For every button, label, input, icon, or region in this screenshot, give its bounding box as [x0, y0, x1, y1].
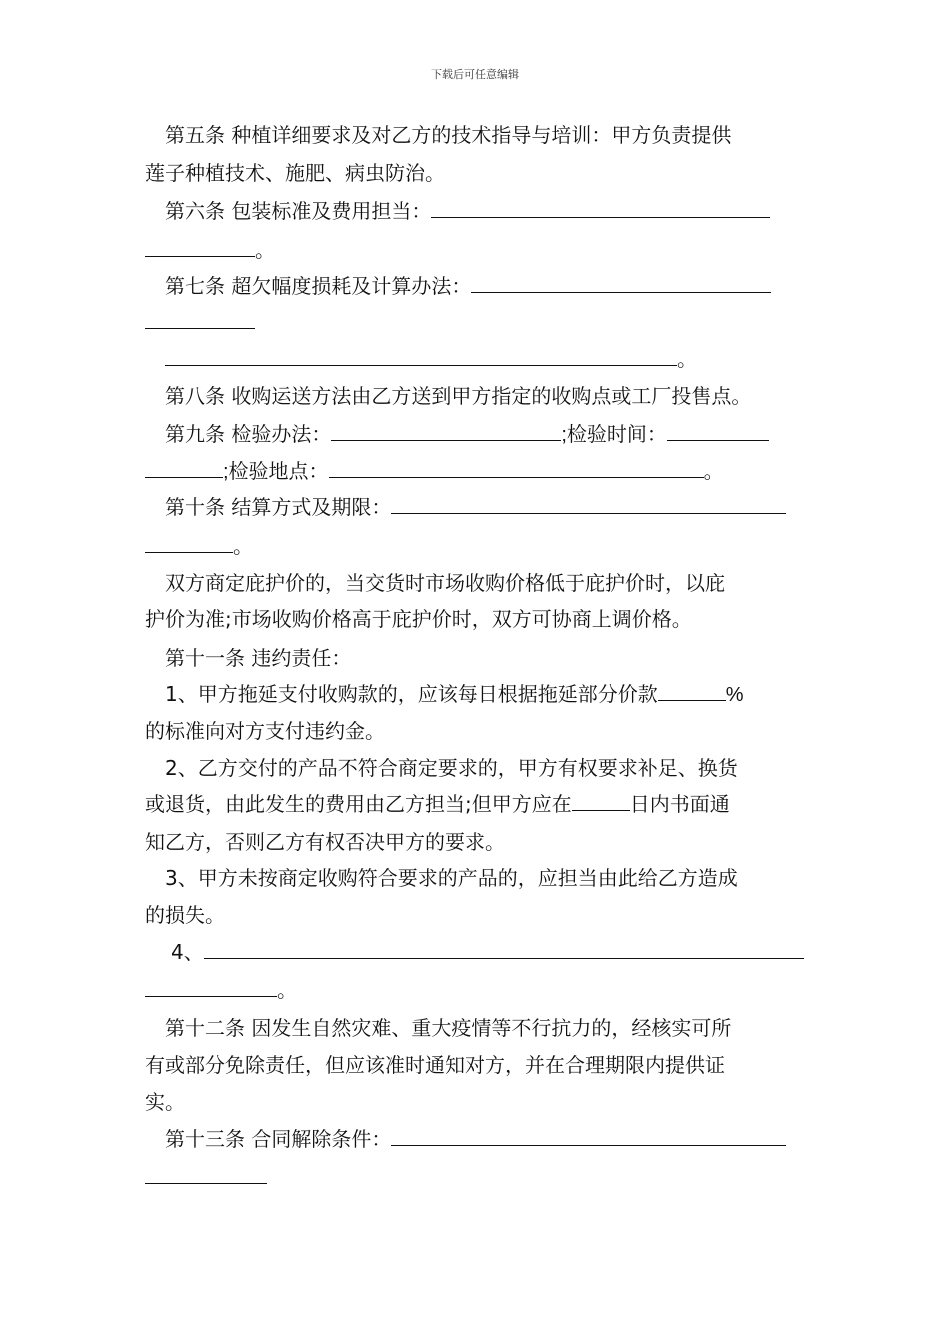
item-3-line-1: 3、甲方未按商定收购符合要求的产品的，应担当由此给乙方造成 [165, 866, 738, 890]
item-2-line-2: 或退货，由此发生的费用由乙方担当;但甲方应在 日内书面通 [145, 786, 810, 822]
article-7-line-2 [145, 304, 810, 340]
article-9-line-1: 第九条 检验办法： ;检验时间： [145, 416, 810, 452]
paragraph-price-line-1: 双方商定庇护价的，当交货时市场收购价格低于庇护价时，以庇 [165, 571, 725, 595]
article-13-line-2 [145, 1159, 810, 1195]
article-11-title: 第十一条 违约责任： [165, 646, 352, 670]
article-12-line-2: 有或部分免除责任，但应该准时通知对方，并在合理期限内提供证 [145, 1053, 725, 1077]
blank-field [572, 788, 630, 811]
article-12-line-3: 实。 [145, 1090, 185, 1114]
article-10-line-2: 。 [145, 528, 810, 564]
blank-field [145, 234, 255, 257]
blank-field [329, 455, 704, 478]
article-13-line-1: 第十三条 合同解除条件： [145, 1121, 810, 1157]
blank-field [391, 1123, 786, 1146]
blank-field [204, 936, 804, 959]
blank-field [145, 530, 233, 553]
article-8: 第八条 收购运送方法由乙方送到甲方指定的收购点或工厂投售点。 [165, 384, 752, 408]
item-2-line-1: 2、乙方交付的产品不符合商定要求的，甲方有权要求补足、换货 [165, 756, 738, 780]
item-2-line-3: 知乙方，否则乙方有权否决甲方的要求。 [145, 830, 505, 854]
blank-field [391, 491, 786, 514]
article-6-line-1: 第六条 包装标准及费用担当： [145, 193, 810, 229]
article-12-line-1: 第十二条 因发生自然灾难、重大疫情等不行抗力的，经核实可所 [165, 1016, 732, 1040]
blank-field [667, 418, 769, 441]
article-5-line-1: 第五条 种植详细要求及对乙方的技术指导与培训：甲方负责提供 [165, 123, 732, 147]
blank-field [658, 678, 726, 701]
item-1-line-2: 的标准向对方支付违约金。 [145, 719, 385, 743]
article-5-line-2: 莲子种植技术、施肥、病虫防治。 [145, 161, 445, 185]
article-7-line-1: 第七条 超欠幅度损耗及计算办法： [145, 268, 810, 304]
page-header: 下载后可任意编辑 [431, 68, 519, 81]
blank-field [145, 306, 255, 329]
article-9-line-2: ;检验地点： 。 [145, 453, 810, 489]
blank-field [431, 195, 770, 218]
article-6-line-2: 。 [145, 232, 810, 268]
item-4-line-1: 4、 [145, 934, 810, 970]
blank-field [471, 270, 771, 293]
article-7-line-3: 。 [145, 341, 810, 377]
item-1-line-1: 1、甲方拖延支付收购款的，应该每日根据拖延部分价款 % [145, 676, 810, 712]
blank-field [145, 974, 277, 997]
paragraph-price-line-2: 护价为准;市场收购价格高于庇护价时，双方可协商上调价格。 [145, 607, 692, 631]
blank-field [331, 418, 561, 441]
item-3-line-2: 的损失。 [145, 903, 225, 927]
article-10-line-1: 第十条 结算方式及期限： [145, 489, 810, 525]
item-4-line-2: 。 [145, 972, 810, 1008]
blank-field [145, 455, 223, 478]
blank-field [145, 1161, 267, 1184]
blank-field [165, 343, 677, 366]
